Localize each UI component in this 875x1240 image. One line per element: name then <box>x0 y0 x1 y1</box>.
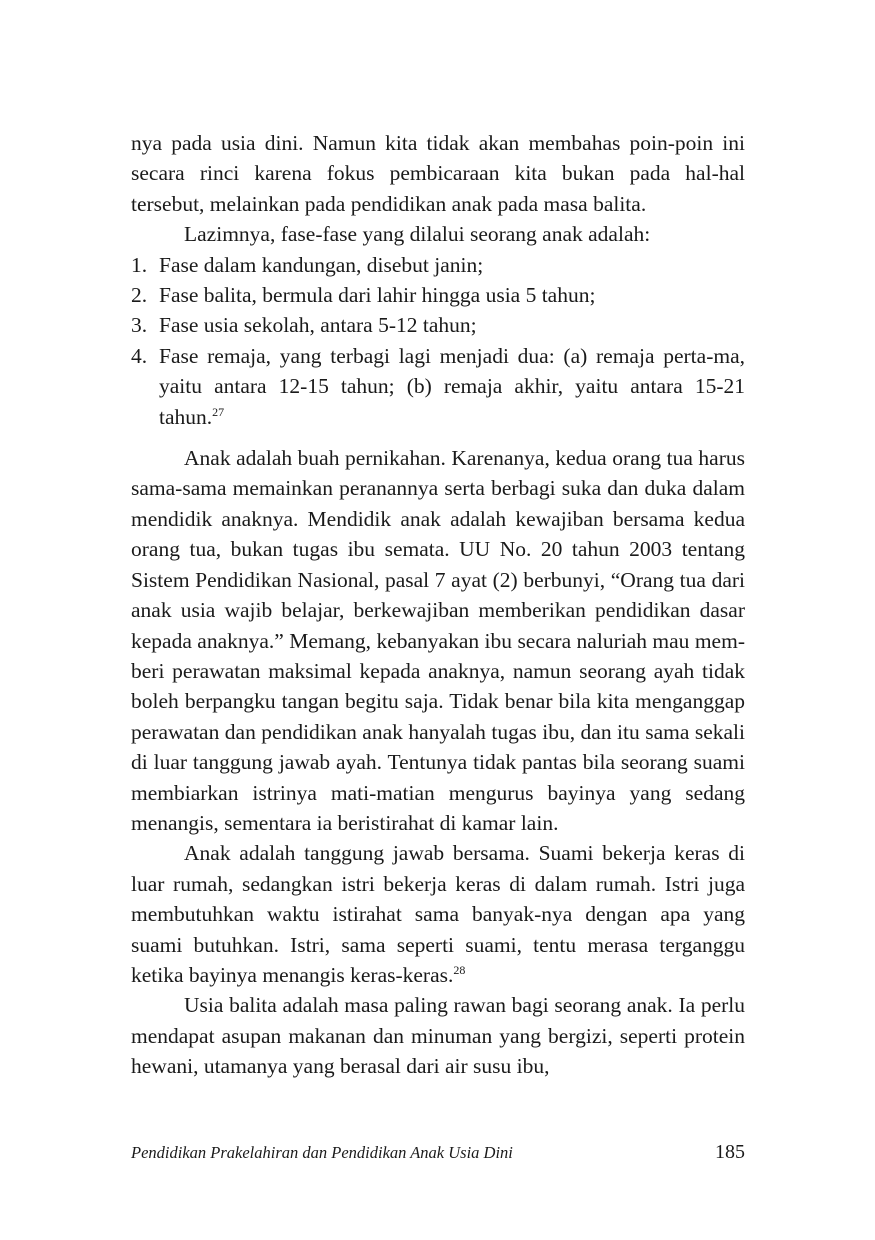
paragraph-toddler-age: Usia balita adalah masa paling rawan bagi seorang anak. Ia perlu mendapat asupan makanan dan minuman yang bergizi, seperti protein hewani, utamanya yang berasal dari air susu ibu, <box>131 993 745 1079</box>
page-body <box>131 128 745 1082</box>
paragraph-text: Anak adalah tanggung jawab bersama. Suami bekerja keras di luar rumah, sedangkan istri bekerja keras di dalam rumah. Istri juga membutuhkan waktu istirahat sama banyak-nya dengan apa yang suami butuhkan. Istri, sama seperti suami, tentu merasa terganggu ketika bayinya menangis keras-keras. <box>131 841 745 987</box>
list-number: 1. <box>131 252 148 277</box>
list-item <box>131 341 745 432</box>
list-number: 2. <box>131 283 148 308</box>
paragraph-shared-responsibility <box>131 838 745 990</box>
list-item-text: Fase balita, bermula dari lahir hingga usia 5 tahun; <box>159 283 596 308</box>
list-item-text: Fase dalam kandungan, disebut janin; <box>159 252 484 277</box>
paragraph-continuation: nya pada usia dini. Namun kita tidak akan membahas poin-poin ini secara rinci karena fokus pembicaraan kita bukan pada hal-hal tersebut, melainkan pada pendidikan anak pada masa balita. <box>131 131 745 216</box>
page-footer <box>131 1140 745 1165</box>
paragraph-list-intro: Lazimnya, fase-fase yang dilalui seorang anak adalah: <box>184 222 651 247</box>
list-item <box>131 250 745 280</box>
running-title: Pendidikan Prakelahiran dan Pendidikan Anak Usia Dini <box>131 1143 513 1162</box>
page-number: 185 <box>715 1141 745 1163</box>
footnote-marker: 28 <box>453 962 466 977</box>
list-number: 3. <box>131 313 148 338</box>
list-item-text: Fase remaja, yang terbagi lagi menjadi dua: (a) remaja perta-ma, yaitu antara 12-15 tahun; (b) remaja akhir, yaitu antara 15-21 tahun. <box>159 343 745 429</box>
list-item <box>131 280 745 310</box>
list-item-text: Fase usia sekolah, antara 5-12 tahun; <box>159 313 477 338</box>
footnote-marker: 27 <box>212 404 225 419</box>
paragraph-parents-role: Anak adalah buah pernikahan. Karenanya, kedua orang tua harus sama-sama memainkan peranannya serta berbagi suka dan duka dalam mendidik anaknya. Mendidik anak adalah kewajiban bersama kedua orang tua, bukan tugas ibu semata. UU No. 20 tahun 2003 tentang Sistem Pendidikan Nasional, pasal 7 ayat (2) berbunyi, “Orang tua dari anak usia wajib belajar, berkewajiban memberikan pendidikan dasar kepada anaknya.” Memang, kebanyakan ibu secara naluriah mau mem-beri perawatan maksimal kepada anaknya, namun seorang ayah tidak boleh berpangku tangan begitu saja. Tidak benar bila kita menganggap perawatan dan pendidikan anak hanyalah tugas ibu, dan itu sama sekali di luar tanggung jawab ayah. Tentunya tidak pantas bila seorang suami membiarkan istrinya mati-matian mengurus bayinya yang sedang menangis, sementara ia beristirahat di kamar lain. <box>131 446 745 835</box>
list-item <box>131 310 745 340</box>
phase-list <box>131 250 745 432</box>
list-number: 4. <box>131 343 148 368</box>
